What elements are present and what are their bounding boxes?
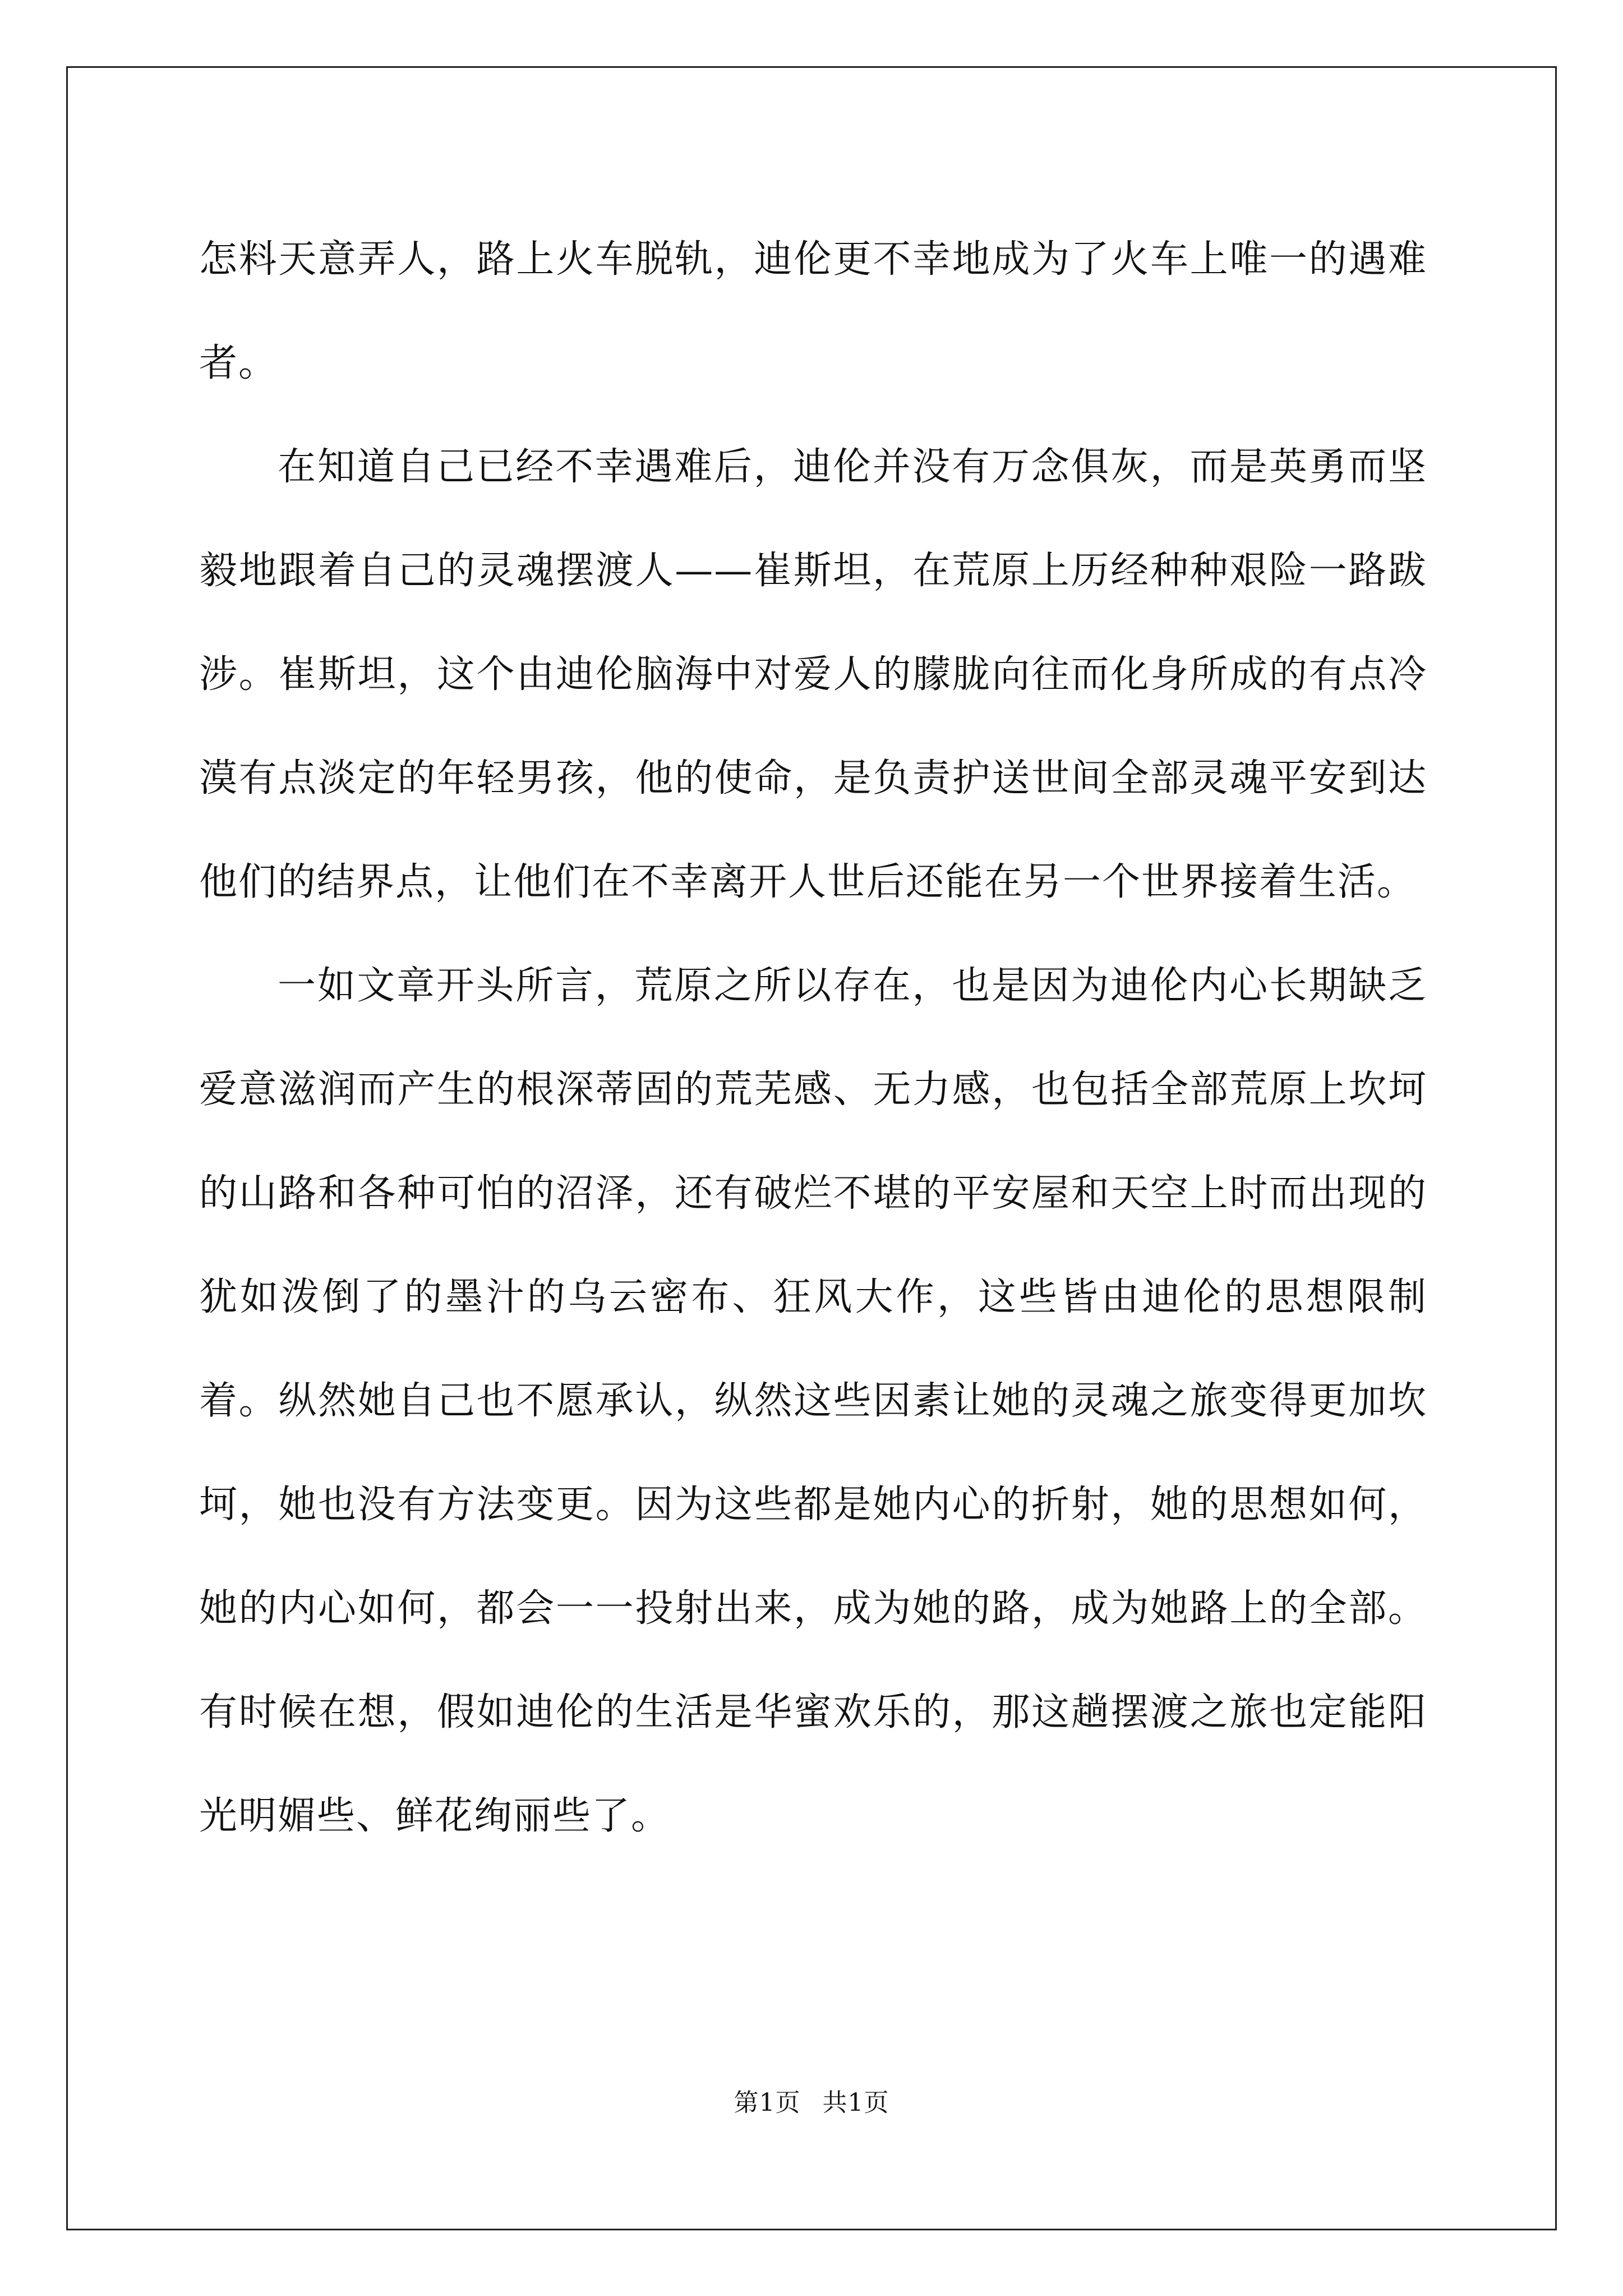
page-number: 第1页 <box>734 2088 801 2117</box>
paragraph-1: 怎料天意弄人，路上火车脱轨，迪伦更不幸地成为了火车上唯一的遇难者。 <box>199 237 1427 385</box>
document-body <box>199 208 1427 1868</box>
paragraph-2: 在知道自己已经不幸遇难后，迪伦并没有万念俱灰，而是英勇而坚毅地跟着自己的灵魂摆渡人——崔斯坦，在荒原上历经种种艰险一路跋涉。崔斯坦，这个由迪伦脑海中对爱人的朦胧向往而化身所成的有点冷漠有点淡定的年轻男孩，他的使命，是负责护送世间全部灵魂平安到达他们的结界点，让他们在不幸离开人世后还能在另一个世界接着生活。 <box>199 445 1427 904</box>
paragraph-3: 一如文章开头所言，荒原之所以存在，也是因为迪伦内心长期缺乏爱意滋润而产生的根深蒂固的荒芜感、无力感，也包括全部荒原上坎坷的山路和各种可怕的沼泽，还有破烂不堪的平安屋和天空上时而出现的犹如泼倒了的墨汁的乌云密布、狂风大作，这些皆由迪伦的思想限制着。纵然她自己也不愿承认，纵然这些因素让她的灵魂之旅变得更加坎坷，她也没有方法变更。因为这些都是她内心的折射，她的思想如何，她的内心如何，都会一一投射出来，成为她的路，成为她路上的全部。有时候在想，假如迪伦的生活是华蜜欢乐的，那这趟摆渡之旅也定能阳光明媚些、鲜花绚丽些了。 <box>199 964 1427 1838</box>
page-total: 共1页 <box>822 2088 889 2117</box>
page-footer <box>0 2082 1623 2118</box>
